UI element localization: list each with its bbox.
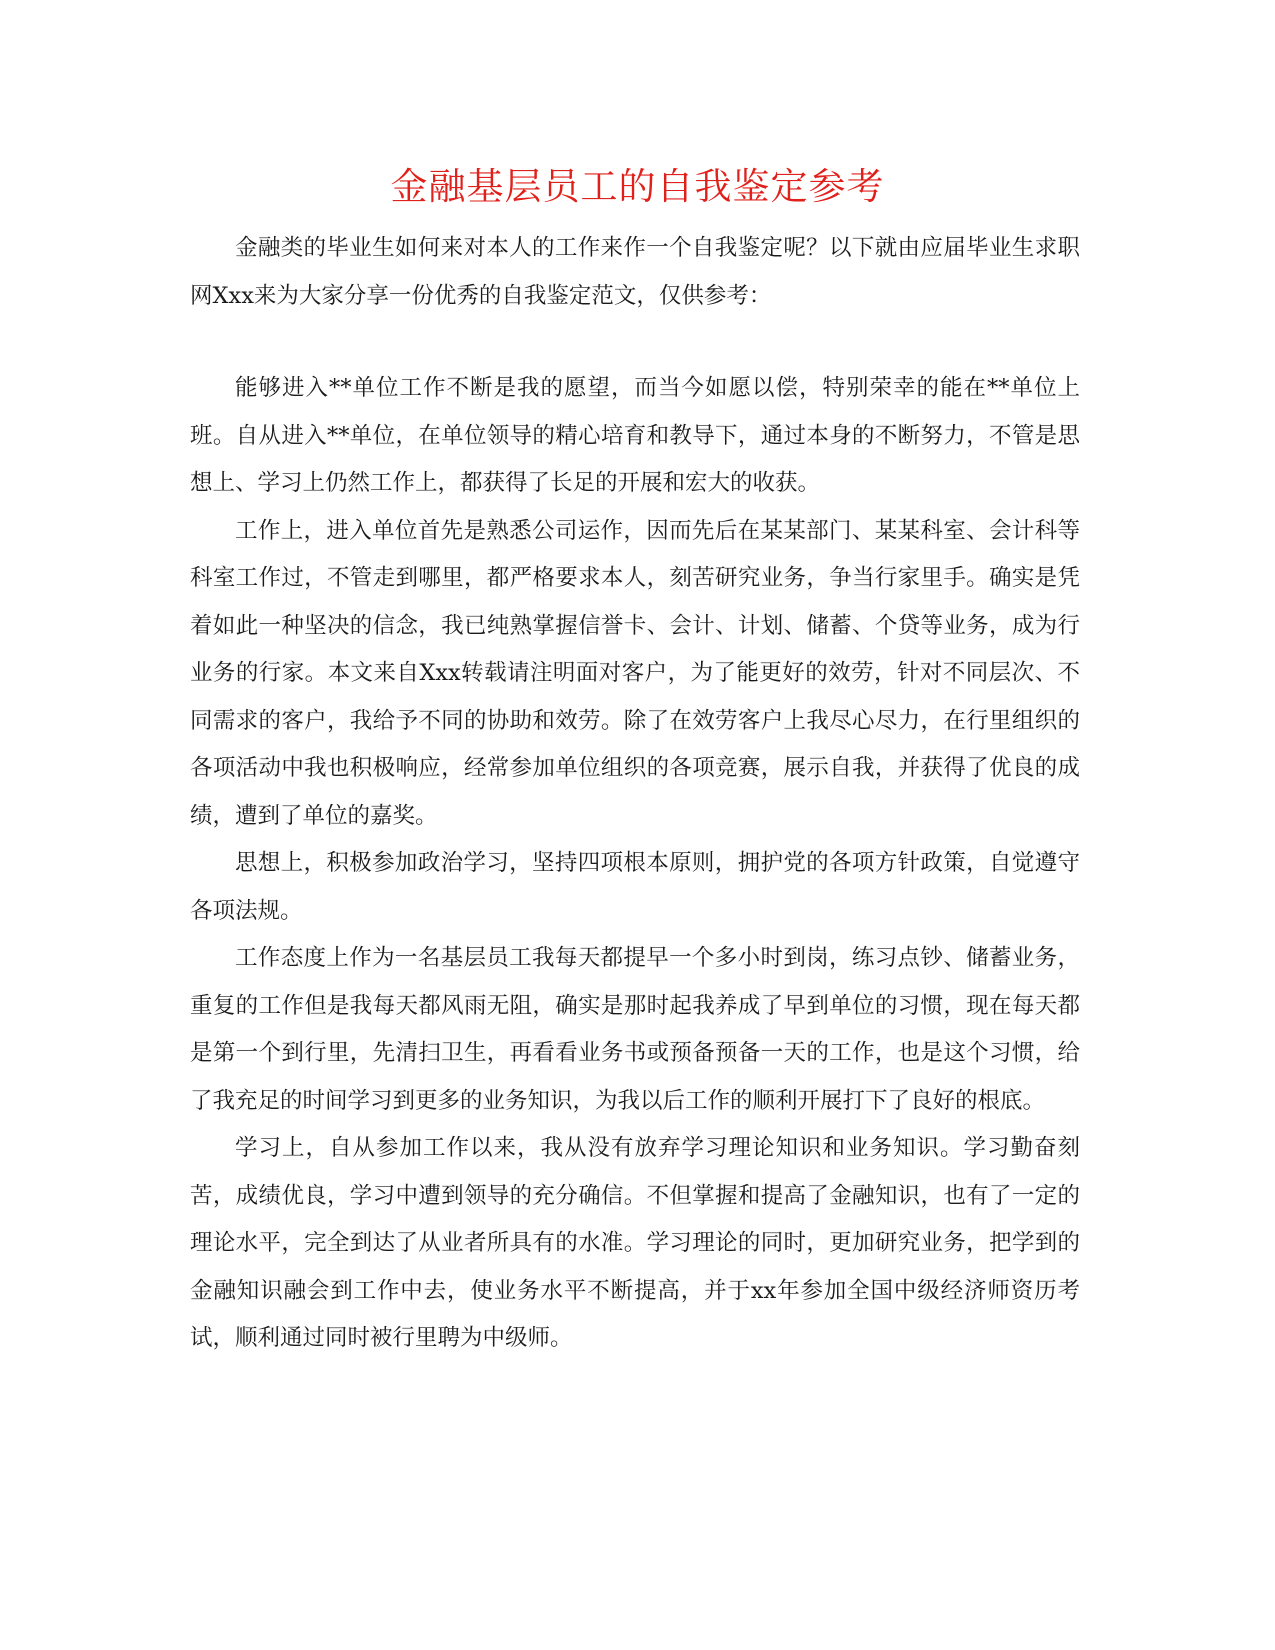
body-paragraph-1: 能够进入**单位工作不断是我的愿望，而当今如愿以偿，特别荣幸的能在**单位上班。自从进入**单位，在单位领导的精心培育和教导下，通过本身的不断努力，不管是思想上、学习上仍然工作上，都获得了长足的开展和宏大的收获。 bbox=[190, 375, 1080, 496]
intro-paragraph: 金融类的毕业生如何来对本人的工作来作一个自我鉴定呢？以下就由应届毕业生求职网Xxx来为大家分享一份优秀的自我鉴定范文，仅供参考： bbox=[190, 235, 1080, 309]
body-paragraph-5: 学习上，自从参加工作以来，我从没有放弃学习理论知识和业务知识。学习勤奋刻苦，成绩优良，学习中遭到领导的充分确信。不但掌握和提高了金融知识，也有了一定的理论水平，完全到达了从业者所具有的水准。学习理论的同时，更加研究业务，把学到的金融知识融会到工作中去，使业务水平不断提高，并于xx年参加全国中级经济师资历考试，顺利通过同时被行里聘为中级师。 bbox=[190, 1135, 1080, 1351]
body-paragraph-2: 工作上，进入单位首先是熟悉公司运作，因而先后在某某部门、某某科室、会计科等科室工作过，不管走到哪里，都严格要求本人，刻苦研究业务，争当行家里手。确实是凭着如此一种坚决的信念，我已纯熟掌握信誉卡、会计、计划、储蓄、个贷等业务，成为行业务的行家。本文来自Xxx转载请注明面对客户，为了能更好的效劳，针对不同层次、不同需求的客户，我给予不同的协助和效劳。除了在效劳客户上我尽心尽力，在行里组织的各项活动中我也积极响应，经常参加单位组织的各项竞赛，展示自我，并获得了优良的成绩，遭到了单位的嘉奖。 bbox=[190, 517, 1080, 829]
body-paragraph-4: 工作态度上作为一名基层员工我每天都提早一个多小时到岗，练习点钞、储蓄业务，重复的工作但是我每天都风雨无阻，确实是那时起我养成了早到单位的习惯，现在每天都是第一个到行里，先清扫卫生，再看看业务书或预备预备一天的工作，也是这个习惯，给了我充足的时间学习到更多的业务知识，为我以后工作的顺利开展打下了良好的根底。 bbox=[190, 945, 1080, 1114]
document-title: 金融基层员工的自我鉴定参考 bbox=[390, 165, 885, 208]
document-body bbox=[190, 225, 1080, 1363]
body-paragraph-3: 思想上，积极参加政治学习，坚持四项根本原则，拥护党的各项方针政策，自觉遵守各项法规。 bbox=[190, 850, 1080, 924]
